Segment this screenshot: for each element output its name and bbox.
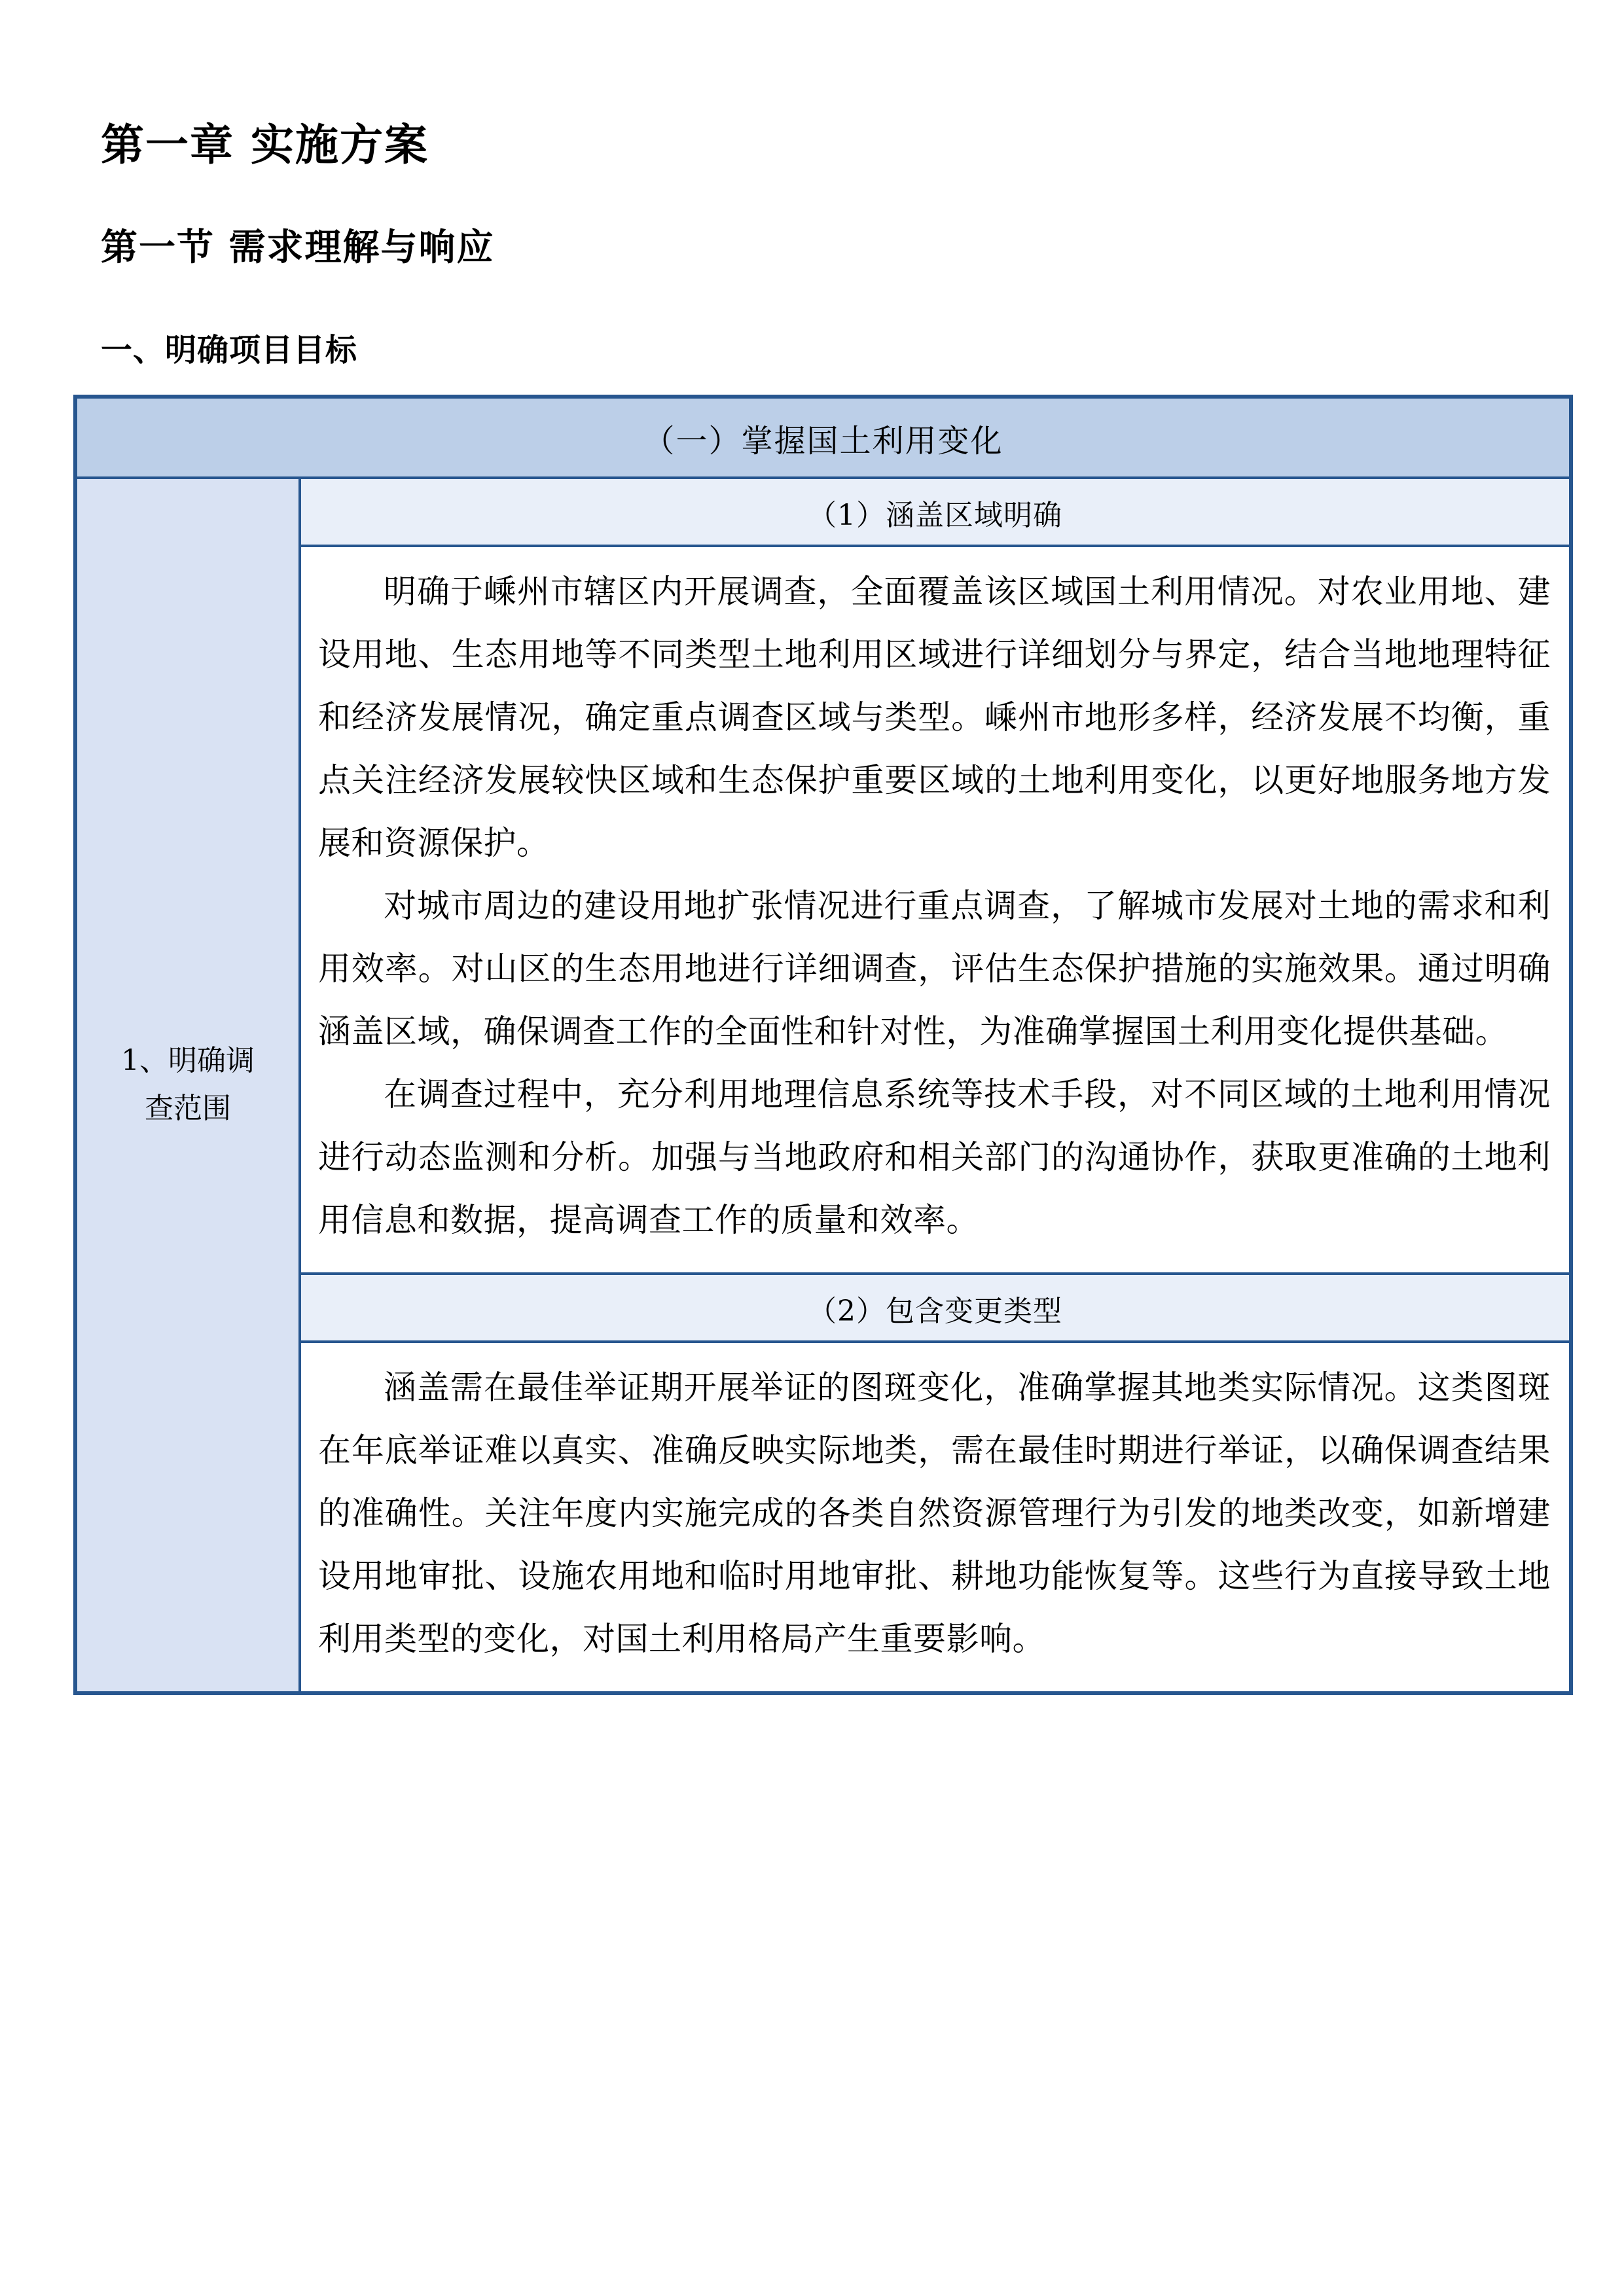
subsection-2-paragraphs <box>301 1343 1569 1691</box>
table-content-column <box>301 479 1569 1691</box>
subsection-2-header: （2）包含变更类型 <box>301 1275 1569 1343</box>
paragraph: 明确于嵊州市辖区内开展调查，全面覆盖该区域国土利用情况。对农业用地、建设用地、生态用地等不同类型土地利用区域进行详细划分与界定，结合当地地理特征和经济发展情况，确定重点调查区域与类型。嵊州市地形多样，经济发展不均衡，重点关注经济发展较快区域和生态保护重要区域的土地利用变化，以更好地服务地方发展和资源保护。 <box>318 572 1551 862</box>
section-title: 第一节 需求理解与响应 <box>101 225 495 269</box>
subsection-1-paragraphs <box>301 547 1569 1275</box>
row-label-cell <box>77 479 301 1691</box>
subsection-1-header: （1）涵盖区域明确 <box>301 479 1569 547</box>
row-label: 1、明确调查范围 <box>121 1043 255 1125</box>
table-body <box>77 479 1569 1691</box>
paragraph: 涵盖需在最佳举证期开展举证的图斑变化，准确掌握其地类实际情况。这类图斑在年底举证难以真实、准确反映实际地类，需在最佳时期进行举证，以确保调查结果的准确性。关注年度内实施完成的各类自然资源管理行为引发的地类改变，如新增建设用地审批、设施农用地和临时用地审批、耕地功能恢复等。这些行为直接导致土地利用类型的变化，对国土利用格局产生重要影响。 <box>318 1368 1551 1658</box>
project-goal-table <box>73 395 1573 1695</box>
paragraph: 对城市周边的建设用地扩张情况进行重点调查，了解城市发展对土地的需求和利用效率。对山区的生态用地进行详细调查，评估生态保护措施的实施效果。通过明确涵盖区域，确保调查工作的全面性和针对性，为准确掌握国土利用变化提供基础。 <box>318 886 1551 1050</box>
chapter-title: 第一章 实施方案 <box>101 119 429 170</box>
subsection-title: 一、明确项目目标 <box>101 331 358 368</box>
table-header-land-use-change: （一）掌握国土利用变化 <box>77 399 1569 479</box>
paragraph: 在调查过程中，充分利用地理信息系统等技术手段，对不同区域的土地利用情况进行动态监测和分析。加强与当地政府和相关部门的沟通协作，获取更准确的土地利用信息和数据，提高调查工作的质量和效率。 <box>318 1075 1551 1239</box>
